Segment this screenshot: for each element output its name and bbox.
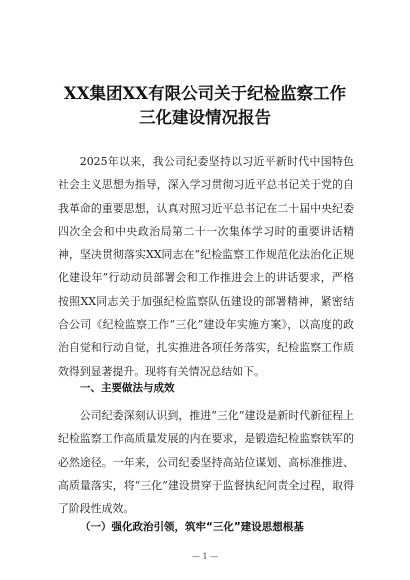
document-title-line-1: XX集团XX有限公司关于纪检监察工作 — [63, 84, 347, 103]
subsection-heading-political-leadership: （一）强化政治引领，筑牢“三化”建设思想根基 — [80, 521, 304, 533]
intro-paragraph: 2025年以来，我公司纪委坚持以习近平新时代中国特色社会主义思想为指导，深入学习贯彻习近平总书记关于党的自我革命的重要思想，认真对照习近平总书记在二十届中央纪委四次全会和中央政治局第二十一次集体学习时的重要讲话精神，坚决贯彻落实XX同志在“纪检监察工作规范化法治化正规化建设年”行动动员部署会和工作推进会上的讲话要求，严格按照XX同志关于加强纪检监察队伍建设的部署精神，紧密结合公司《纪检监察工作“三化”建设年实施方案》，以高度的政治自觉和行动自觉，扎实推进各项任务落实，纪检监察工作质效得到显著提升。现将有关情况总结如下。 — [58, 155, 354, 378]
document-title-line-2: 三化建设情况报告 — [139, 108, 271, 127]
page-number: — 1 — — [191, 552, 219, 561]
section-heading-main-practices: 一、主要做法与成效 — [80, 382, 175, 394]
section-paragraph: 公司纪委深刻认识到，推进“三化”建设是新时代新征程上纪检监察工作高质量发展的内在要求，是锻造纪检监察铁军的必然途径。一年来，公司纪委坚持高站位谋划、高标准推进、高质量落实，将“三化”建设贯穿于监督执纪问责全过程，取得了阶段性成效。 — [58, 409, 354, 516]
